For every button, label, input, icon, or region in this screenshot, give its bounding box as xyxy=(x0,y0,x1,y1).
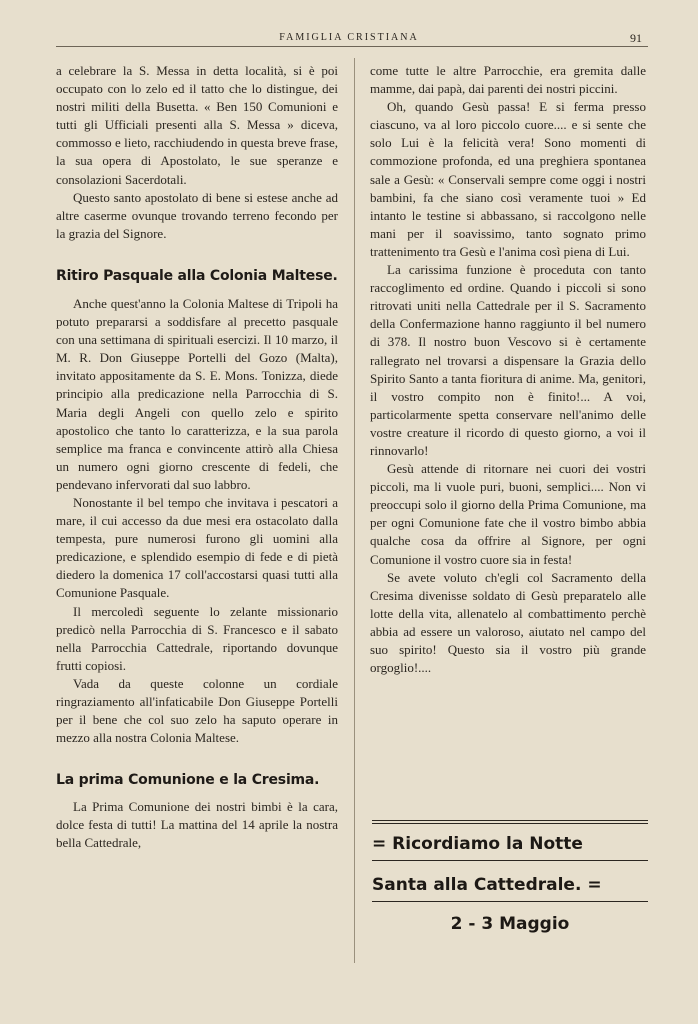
paragraph: Se avete voluto ch'egli col Sacramento della Cresima divenisse soldato di Gesù preparatelo alle lotte della vita, allenatelo al combattimento perchè abbia ad essere un valoroso, aiutato nel campo del suo spirito! Questo sia il vostro più grande orgoglio!.... xyxy=(370,569,646,676)
notice-underline xyxy=(372,901,648,902)
header-rule xyxy=(56,46,648,47)
section-heading-comunione: La prima Comunione e la Cresima. xyxy=(56,772,320,789)
notice-line-3 xyxy=(372,914,648,934)
running-title: FAMIGLIA CRISTIANA xyxy=(279,32,419,43)
notice-underline xyxy=(372,860,648,861)
paragraph: Anche quest'anno la Colonia Maltese di Tripoli ha potuto prepararsi a soddisfare al precetto pasquale con una settimana di spirituali esercizi. Il 10 marzo, il M. R. Don Giuseppe Portelli del Gozo (Malta), invitato appositamente da S. E. Mons. Tonizza, diede principio alla predicazione nella Parrocchia di S. Maria degli Angeli con quello zelo e spirito apostolico che tanto lo caratterizza, e la sua parola semplice ma franca e convincente attirò alla Chiesa un numero ogni giorno crescente di fedeli, che pendevano infervorati dal suo labbro. xyxy=(56,295,338,492)
paragraph: a celebrare la S. Messa in detta località, si è poi occupato con lo zelo ed il tatto che lo distingue, dei nostri militi della Busetta. « Ben 150 Comunioni e tutti gli Ufficiali presenti alla S. Messa » diceva, commosso e lieto, racchiudendo in questa breve frase, la sua opera di Apostolato, le sue speranze e consolazioni Sacerdotali. xyxy=(56,63,338,187)
notice-top-rule xyxy=(372,820,648,824)
left-column xyxy=(56,62,338,853)
notice-box xyxy=(372,820,648,934)
notice-line-1 xyxy=(372,834,648,854)
paragraph: Questo santo apostolato di bene si estese anche ad altre caserme ovunque trovando terreno fecondo per la grazia del Signore. xyxy=(56,189,338,241)
notice-line-1-text: Ricordiamo la Notte xyxy=(392,834,583,854)
paragraph: Nonostante il bel tempo che invitava i pescatori a mare, il cui accesso da due mesi era ostacolato dalla tempesta, pure numerosi furono gli uomini alla predicazione, e splendido esempio di fede e di pietà diedero la domenica 17 coll'accostarsi quasi tutti alla Comunione Pasquale. xyxy=(56,494,338,601)
notice-dash: = xyxy=(587,875,602,895)
paragraph: Vada da queste colonne un cordiale ringraziamento all'infaticabile Don Giuseppe Portelli per il bene che col suo zelo ha saputo operare in mezzo alla nostra Colonia Maltese. xyxy=(56,675,338,746)
paragraph: La carissima funzione è proceduta con tanto raccoglimento ed ordine. Quando i piccoli si sono ritrovati uniti nella Cattedrale per il S. Sacramento della Confermazione hanno raggiunto il bel numero di 378. Il nostro buon Vescovo si è certamente rallegrato nel trovarsi a dispensare la Grazia dello Spirito Santo a tanta fioritura di anime. Ma, genitori, il vostro compito non è finito!... A voi, particolarmente spetta conservare nell'animo delle vostre creature il ricordo di questo giorno, a voi il rinnovarlo! xyxy=(370,262,646,458)
notice-dash: = xyxy=(372,834,387,854)
paragraph: come tutte le altre Parrocchie, era gremita dalle mamme, dai papà, dai parenti dei nostri piccini. xyxy=(370,63,646,97)
notice-date: 2 - 3 Maggio xyxy=(450,914,570,934)
paragraph: La Prima Comunione dei nostri bimbi è la cara, dolce festa di tutti! La mattina del 14 aprile la nostra bella Cattedrale, xyxy=(56,799,338,851)
notice-line-2-text: Santa alla Cattedrale. xyxy=(372,875,582,895)
paragraph: Oh, quando Gesù passa! E si ferma presso ciascuno, va al loro piccolo cuore.... e si sente che solo Lui è la felicità vera! Sono momenti di commozione profonda, ed una preghiera spontanea sale a Gesù: « Conservali sempre come oggi i nostri bambini, fa che siano così veramente tuoi » Ed intanto le testine si abbassano, si raccolgono nelle mani per il soavissimo, tanto sognato primo trattenimento tra Gesù e l'anima così piena di Lui. xyxy=(370,99,646,259)
paragraph: Il mercoledì seguente lo zelante missionario predicò nella Parrocchia di S. Francesco e il sabato nella Parrocchia Cattedrale, riportando dovunque frutti copiosi. xyxy=(56,603,338,673)
right-column xyxy=(370,62,646,677)
page-number: 91 xyxy=(630,31,642,45)
column-divider xyxy=(354,58,355,963)
notice-line-2 xyxy=(372,875,648,895)
section-heading-ritiro: Ritiro Pasquale alla Colonia Maltese. xyxy=(56,267,338,284)
paragraph: Gesù attende di ritornare nei cuori dei vostri piccoli, ma li vuole puri, buoni, semplici.... Non vi preoccupi solo il giorno della Prima Comunione, ma per ogni Comunione fate che il vostro bimbo abbia qualche cosa da offrire al Signore, per ogni Comunione il vostro cuore sia in festa! xyxy=(370,461,646,567)
